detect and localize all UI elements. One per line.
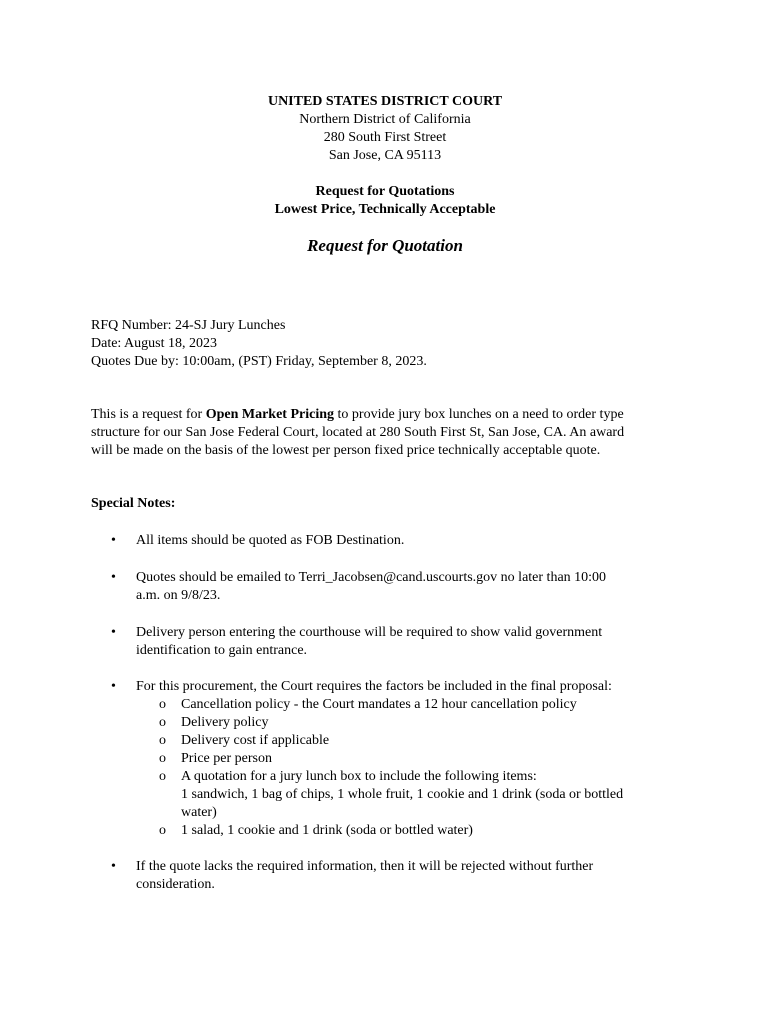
sub-item-text: 1 salad, 1 cookie and 1 drink (soda or bottled water)	[181, 823, 473, 838]
bullet-text	[136, 569, 696, 605]
intro-post: to provide jury box lunches on a need to order type	[334, 407, 624, 422]
bullet-icon: •	[111, 679, 116, 694]
sub-item-text: Delivery policy	[181, 715, 269, 730]
sub-item	[136, 768, 696, 786]
sub-item-continuation: 1 sandwich, 1 bag of chips, 1 whole fruit, 1 cookie and 1 drink (soda or bottled	[181, 787, 624, 802]
bullet-icon: •	[111, 625, 116, 640]
bullet-text-line: consideration.	[136, 877, 215, 892]
sub-item-text: A quotation for a jury lunch box to include the following items:	[181, 769, 537, 784]
bullet-icon: •	[111, 533, 116, 548]
intro-bold: Open Market Pricing	[205, 407, 335, 422]
bullet-text	[136, 678, 696, 840]
city-address: San Jose, CA 95113	[328, 148, 442, 163]
sub-bullet-icon: o	[159, 715, 166, 730]
sub-item	[136, 696, 696, 714]
bullet-text-line: identification to gain entrance.	[136, 643, 308, 658]
document-title: Request for Quotation	[307, 236, 463, 255]
sub-item	[136, 822, 696, 840]
sub-bullet-icon: o	[159, 697, 166, 712]
sub-item-text: Delivery cost if applicable	[181, 733, 330, 748]
rfq-heading-line2: Lowest Price, Technically Acceptable	[274, 202, 496, 217]
bullet-text-line: Quotes should be emailed to Terri_Jacobsen@cand.uscourts.gov no later than 10:00	[136, 570, 607, 585]
sub-item-text: Cancellation policy - the Court mandates a 12 hour cancellation policy	[181, 697, 577, 712]
sub-item-text: Price per person	[181, 751, 272, 766]
bullet-text-line: a.m. on 9/8/23.	[136, 588, 221, 603]
rfq-heading	[0, 183, 770, 219]
rfq-date: Date: August 18, 2023	[91, 336, 217, 351]
rfq-meta	[91, 317, 427, 371]
court-name: UNITED STATES DISTRICT COURT	[267, 94, 503, 109]
bullet-text	[136, 858, 696, 894]
sub-bullet-icon: o	[159, 769, 166, 784]
bullet-text-line: Delivery person entering the courthouse will be required to show valid government	[136, 625, 603, 640]
letterhead	[0, 93, 770, 165]
special-notes-heading: Special Notes:	[91, 496, 176, 511]
sub-item-continuation: water)	[181, 805, 217, 820]
intro-line-2: structure for our San Jose Federal Court, located at 280 South First St, San Jose, CA. An award	[91, 425, 625, 440]
quotes-due: Quotes Due by: 10:00am, (PST) Friday, September 8, 2023.	[91, 354, 427, 369]
intro-paragraph	[91, 406, 681, 460]
sub-item	[136, 732, 696, 750]
bullet-text-line: For this procurement, the Court requires the factors be included in the final proposal:	[136, 679, 612, 694]
rfq-heading-line1: Request for Quotations	[315, 184, 455, 199]
intro-line-1	[91, 406, 681, 424]
bullet-icon: •	[111, 859, 116, 874]
sub-bullet-icon: o	[159, 751, 166, 766]
sub-bullet-icon: o	[159, 733, 166, 748]
bullet-icon: •	[111, 570, 116, 585]
rfq-number: RFQ Number: 24-SJ Jury Lunches	[91, 318, 286, 333]
street-address: 280 South First Street	[323, 130, 447, 145]
bullet-text: All items should be quoted as FOB Destination.	[136, 533, 405, 548]
intro-line-3: will be made on the basis of the lowest per person fixed price technically acceptable quote.	[91, 443, 601, 458]
sub-item	[136, 714, 696, 732]
district-name: Northern District of California	[299, 112, 471, 127]
intro-pre: This is a request for	[91, 407, 206, 422]
sub-bullet-icon: o	[159, 823, 166, 838]
sub-item	[136, 750, 696, 768]
bullet-text	[136, 624, 696, 660]
bullet-text-line: If the quote lacks the required information, then it will be rejected without further	[136, 859, 594, 874]
